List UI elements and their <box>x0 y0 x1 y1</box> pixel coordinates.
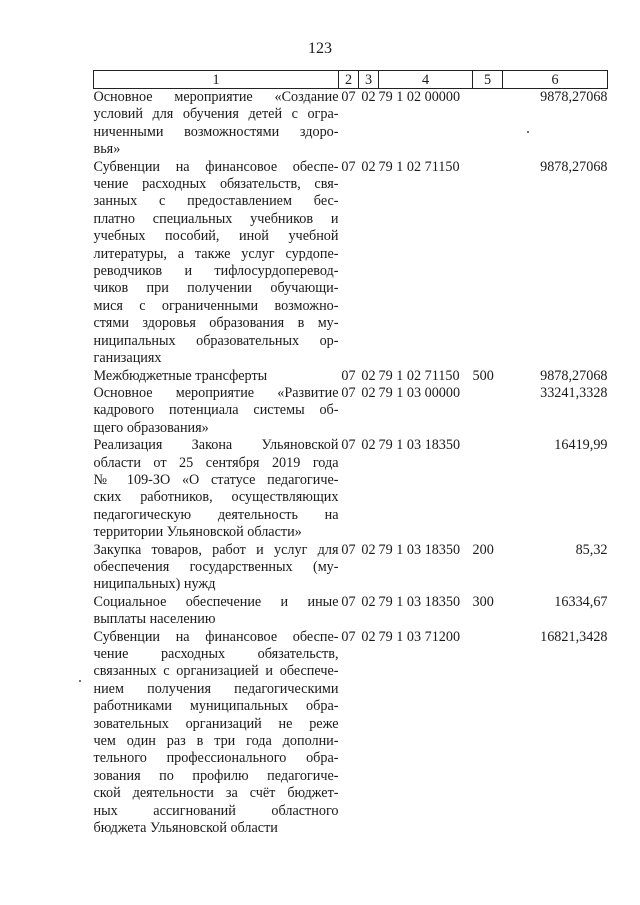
header-col-4: 4 <box>379 71 473 89</box>
row-expense-type <box>473 437 503 541</box>
row-section: 07 <box>341 367 356 384</box>
row-subsection: 02 <box>361 437 376 454</box>
row-target-code: 79 1 03 18350 <box>378 541 461 558</box>
row-expense-type <box>473 89 503 159</box>
row-section: 07 <box>341 628 356 645</box>
scan-speck <box>79 680 81 682</box>
row-target-code: 79 1 03 18350 <box>378 437 461 454</box>
row-name-line: Субвенции на финансовое обеспе- <box>93 628 339 645</box>
row-name-line: выплаты населению <box>93 611 216 628</box>
row-target-code: 79 1 02 71150 <box>378 367 460 384</box>
table-row <box>94 159 608 368</box>
row-name-line: № 109-ЗО «О статусе педагогиче- <box>93 471 339 488</box>
row-subsection: 02 <box>361 89 376 105</box>
row-name-line: области от 25 сентября 2019 года <box>93 454 339 471</box>
row-amount: 16334,67 <box>554 593 608 610</box>
row-name-line: кадрового потенциала системы об- <box>93 402 339 419</box>
row-name-line: чем один раз в три года дополни- <box>93 733 339 750</box>
row-name-line: Реализация Закона Ульяновской <box>93 437 339 454</box>
row-name-line: чиков при получении обучающи- <box>93 280 339 297</box>
row-amount: 9878,27068 <box>540 158 608 175</box>
row-subsection: 02 <box>361 541 376 558</box>
row-target-code: 79 1 02 00000 <box>378 89 461 105</box>
table-row <box>94 385 608 437</box>
row-name-line: чение расходных обязательств, свя- <box>93 176 339 193</box>
row-name-line: щего образования» <box>93 419 209 436</box>
row-amount: 9878,27068 <box>540 367 608 384</box>
table-row <box>94 542 608 594</box>
header-col-5: 5 <box>473 71 503 89</box>
row-target-code: 79 1 02 71150 <box>378 158 460 175</box>
row-name-line: связанных с организацией и обеспече- <box>93 663 339 680</box>
table-row <box>94 629 608 838</box>
row-subsection: 02 <box>361 628 376 645</box>
row-name-line: условий для обучения детей с огра- <box>93 106 339 123</box>
row-target-code: 79 1 03 00000 <box>378 384 461 401</box>
row-name-line: Субвенции на финансовое обеспе- <box>93 158 339 175</box>
row-name-line: территории Ульяновской области» <box>93 524 302 541</box>
row-name-line: ганизациях <box>93 350 162 367</box>
page-number: 123 <box>308 40 332 57</box>
header-col-1: 1 <box>94 71 339 89</box>
row-expense-type: 200 <box>472 541 494 558</box>
header-col-2: 2 <box>339 71 359 89</box>
row-subsection: 02 <box>361 367 376 384</box>
header-col-3: 3 <box>359 71 379 89</box>
row-name-line: ниципальных) нужд <box>93 576 216 593</box>
row-name-line: ской деятельности за счёт бюджет- <box>93 785 339 802</box>
header-row <box>94 71 608 89</box>
row-name <box>94 89 339 159</box>
row-name <box>94 159 339 368</box>
row-name-line: Межбюджетные трансферты <box>93 367 268 384</box>
row-amount: 85,32 <box>575 541 608 558</box>
row-name <box>94 629 339 838</box>
header-col-6: 6 <box>503 71 608 89</box>
row-expense-type <box>473 385 503 437</box>
row-name <box>94 385 339 437</box>
row-section: 07 <box>341 593 356 610</box>
row-expense-type <box>473 159 503 368</box>
row-name <box>94 542 339 594</box>
row-name <box>94 368 339 385</box>
row-subsection: 02 <box>361 158 376 175</box>
row-section: 07 <box>341 89 356 105</box>
row-amount: 9878,27068 <box>540 89 608 105</box>
row-name-line: нием получения педагогическими <box>93 680 339 697</box>
row-expense-type <box>473 629 503 838</box>
row-section: 07 <box>341 158 356 175</box>
row-name-line: стями здоровья образования в му- <box>93 315 339 332</box>
row-amount: 16821,3428 <box>540 628 608 645</box>
row-expense-type: 500 <box>472 367 494 384</box>
row-name-line: реводчиков и тифлосурдоперевод- <box>93 263 339 280</box>
row-name-line: платно специальных учебников и <box>93 210 339 227</box>
row-subsection: 02 <box>361 593 376 610</box>
row-name-line: ниципальных образовательных ор- <box>93 332 339 349</box>
row-name-line: занных с предоставлением бес- <box>93 193 339 210</box>
row-target-code: 79 1 03 18350 <box>378 593 461 610</box>
row-section: 07 <box>341 384 356 401</box>
row-expense-type: 300 <box>472 593 494 610</box>
row-name-line: вья» <box>93 141 121 158</box>
budget-table <box>93 70 608 837</box>
row-name-line: чение расходных обязательств, <box>93 646 339 662</box>
row-name-line: зовательных организаций не реже <box>93 715 339 732</box>
scan-speck <box>527 131 529 133</box>
row-name-line: Основное мероприятие «Создание <box>93 89 339 105</box>
table-row <box>94 368 608 385</box>
row-name-line: Закупка товаров, работ и услуг для <box>93 541 339 558</box>
row-section: 07 <box>341 437 356 454</box>
row-name-line: Основное мероприятие «Развитие <box>93 384 339 401</box>
row-name-line: обеспечения государственных (му- <box>93 558 339 575</box>
row-amount: 16419,99 <box>554 437 608 454</box>
row-section: 07 <box>341 541 356 558</box>
row-name-line: мися с ограниченными возможно- <box>93 297 339 314</box>
row-amount: 33241,3328 <box>540 384 608 401</box>
row-name-line: педагогическую деятельность на <box>93 506 339 523</box>
row-name-line: бюджета Ульяновской области <box>93 820 278 837</box>
row-name-line: учебных пособий, иной учебной <box>93 228 339 245</box>
table-row <box>94 594 608 629</box>
table-row <box>94 89 608 159</box>
row-name-line: работниками муниципальных обра- <box>93 698 339 715</box>
row-name-line: литературы, а также услуг сурдопе- <box>93 245 339 262</box>
row-name-line: ниченными возможностями здоро- <box>93 123 339 140</box>
row-name-line: Социальное обеспечение и иные <box>93 593 339 610</box>
row-name-line: зования по профилю педагогиче- <box>93 767 339 784</box>
table-row <box>94 437 608 541</box>
row-subsection: 02 <box>361 384 376 401</box>
row-name-line: тельного профессионального обра- <box>93 750 339 767</box>
row-name-line: ских работников, осуществляющих <box>93 489 339 506</box>
row-name-line: ных ассигнований областного <box>93 802 339 819</box>
row-name <box>94 594 339 629</box>
row-name <box>94 437 339 541</box>
row-target-code: 79 1 03 71200 <box>378 628 461 645</box>
